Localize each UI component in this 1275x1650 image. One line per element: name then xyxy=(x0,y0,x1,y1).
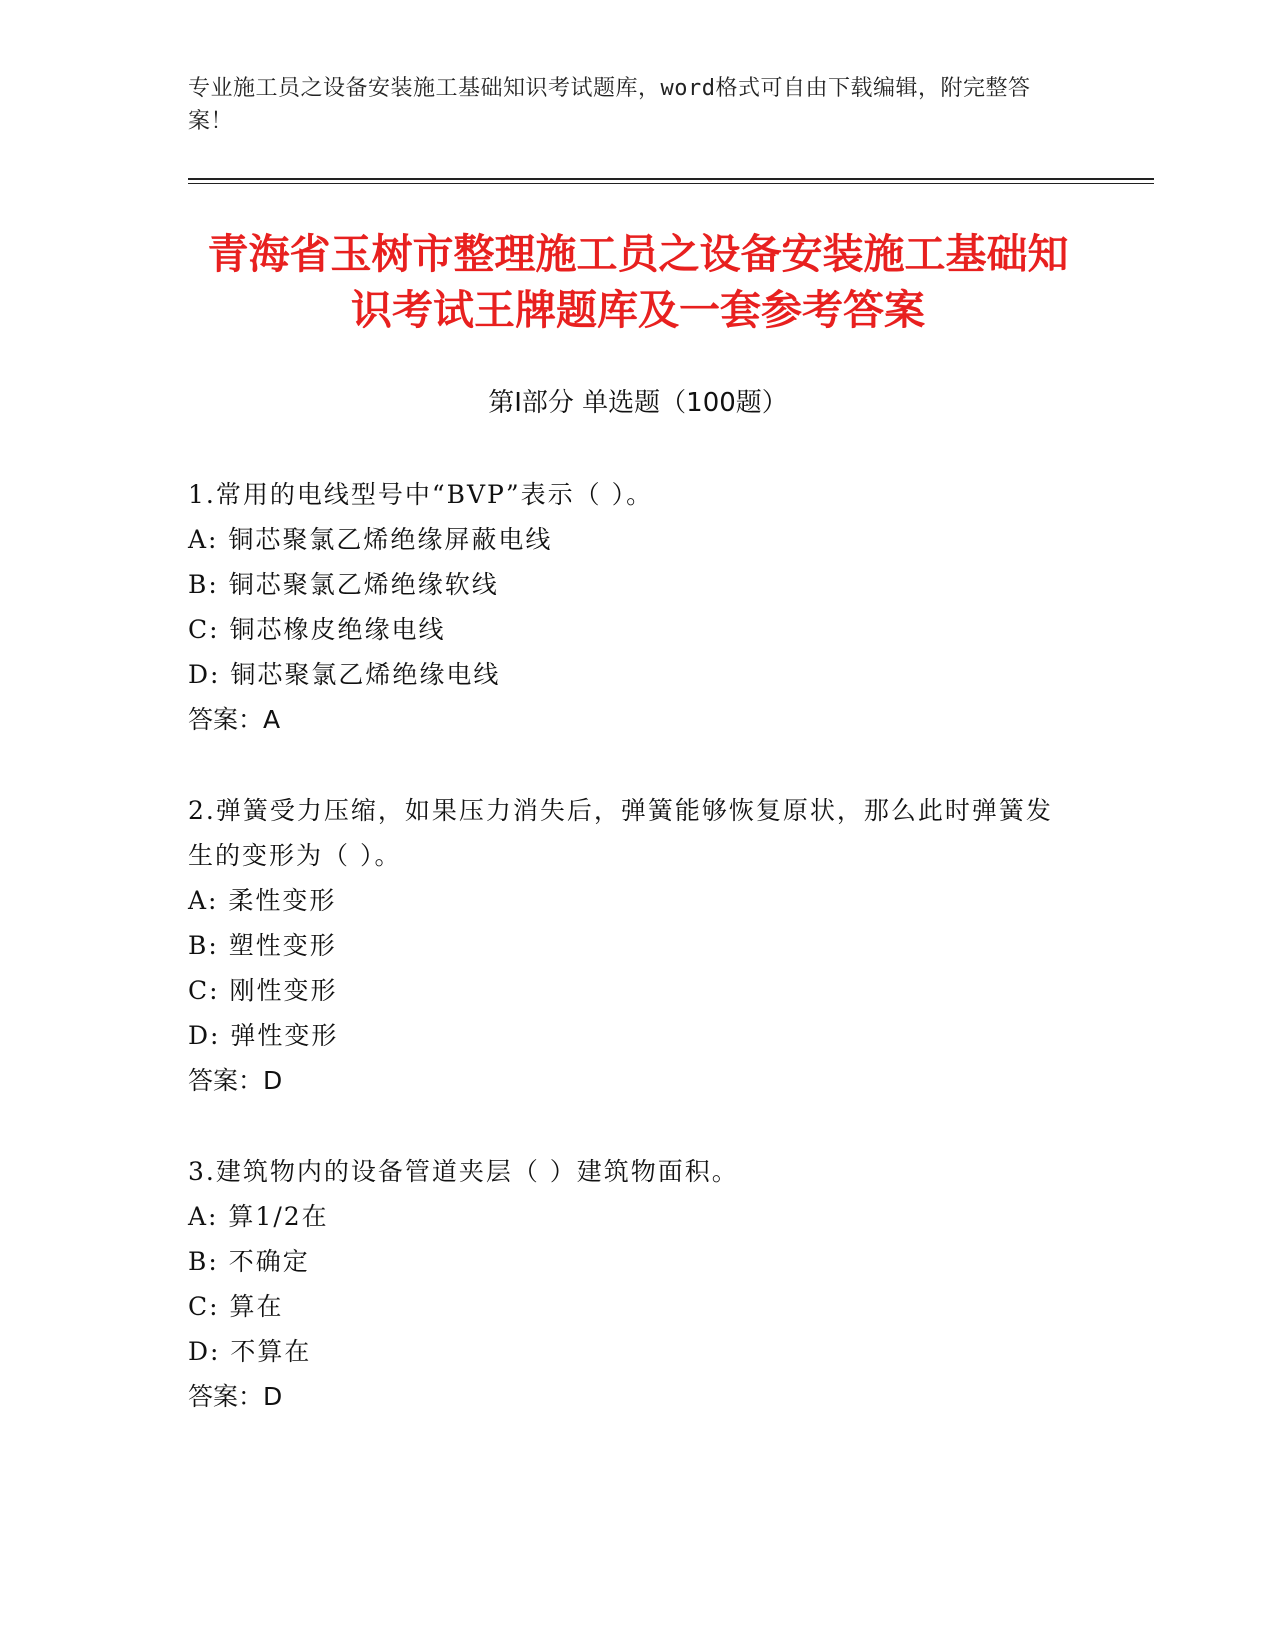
option-b: B: 不确定 xyxy=(188,1247,310,1276)
option-a: A: 柔性变形 xyxy=(188,886,337,915)
option-b: B: 塑性变形 xyxy=(188,931,337,960)
option-d: D: 弹性变形 xyxy=(188,1021,339,1050)
answer: 答案：D xyxy=(188,1382,283,1411)
question-stem: 3.建筑物内的设备管道夹层（ ）建筑物面积。 xyxy=(188,1157,739,1186)
option-d: D: 不算在 xyxy=(188,1337,312,1366)
header-divider-thick xyxy=(188,178,1154,180)
question-stem: 2.弹簧受力压缩，如果压力消失后，弹簧能够恢复原状，那么此时弹簧发生的变形为（ ）。 xyxy=(188,796,1053,870)
question-3 xyxy=(188,1149,1068,1419)
option-c: C: 算在 xyxy=(188,1292,284,1321)
answer: 答案：A xyxy=(188,705,281,734)
answer: 答案：D xyxy=(188,1066,283,1095)
question-1 xyxy=(188,472,1068,742)
question-2 xyxy=(188,788,1068,1103)
question-list xyxy=(188,472,1068,1465)
option-d: D: 铜芯聚氯乙烯绝缘电线 xyxy=(188,660,501,689)
document-title: 青海省玉树市整理施工员之设备安装施工基础知识考试王牌题库及一套参考答案 xyxy=(207,230,1069,334)
option-a: A: 算1/2在 xyxy=(188,1202,329,1231)
option-b: B: 铜芯聚氯乙烯绝缘软线 xyxy=(188,570,499,599)
option-a: A: 铜芯聚氯乙烯绝缘屏蔽电线 xyxy=(188,525,553,554)
header-note: 专业施工员之设备安装施工基础知识考试题库，word格式可自由下载编辑，附完整答案！ xyxy=(188,76,1031,134)
header-divider-thin xyxy=(188,183,1154,184)
option-c: C: 刚性变形 xyxy=(188,976,338,1005)
section-title: 第Ⅰ部分 单选题（100题） xyxy=(488,388,788,418)
question-stem: 1.常用的电线型号中“BVP”表示（ ）。 xyxy=(188,480,654,509)
option-c: C: 铜芯橡皮绝缘电线 xyxy=(188,615,446,644)
